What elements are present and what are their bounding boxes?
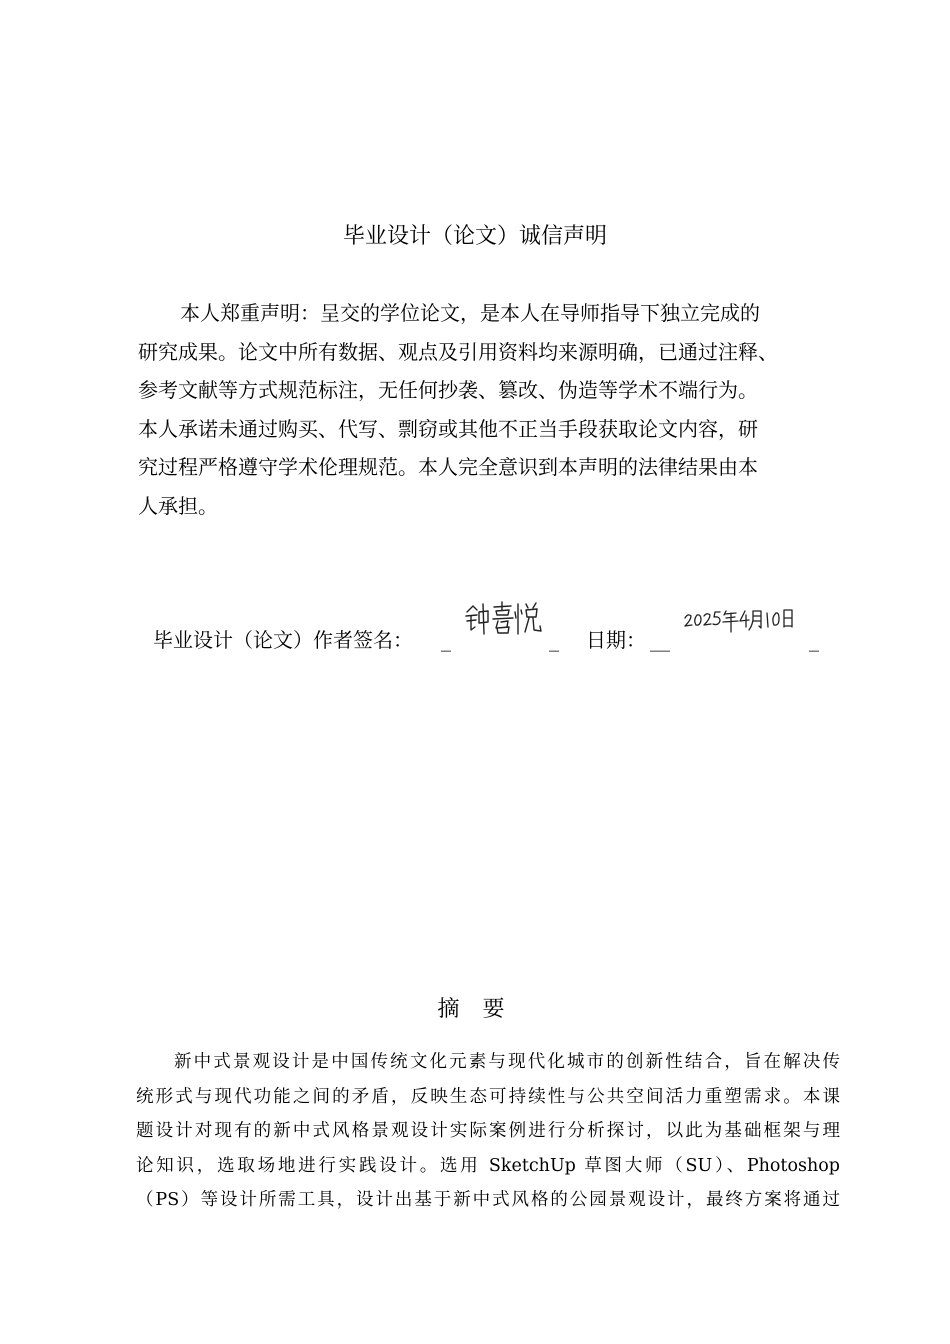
abstract-line: （PS）等设计所需工具，设计出基于新中式风格的公园景观设计，最终方案将通过: [136, 1190, 840, 1210]
declaration-body: [138, 294, 838, 525]
signature-blank-start: _: [441, 628, 451, 652]
author-handwritten-signature: [463, 598, 543, 638]
declaration-line: 参考文献等方式规范标注，无任何抄袭、篡改、伪造等学术不端行为。: [138, 378, 758, 402]
date-blank-end: _: [809, 628, 819, 652]
declaration-line: 究过程严格遵守学术伦理规范。本人完全意识到本声明的法律结果由本: [138, 455, 758, 479]
abstract-line: 题设计对现有的新中式风格景观设计实际案例进行分析探讨，以此为基础框架与理: [136, 1121, 840, 1141]
declaration-line: 人承担。: [138, 493, 218, 518]
author-signature-label: 毕业设计（论文）作者签名：: [153, 628, 413, 652]
abstract-line: 新中式景观设计是中国传统文化元素与现代化城市的创新性结合，旨在解决传: [174, 1052, 840, 1072]
abstract-title: 摘 要: [437, 997, 513, 1022]
signature-blank-end: _: [549, 628, 559, 652]
date-blank-start: __: [650, 628, 670, 652]
abstract-body: [136, 1045, 840, 1218]
declaration-title: 毕业设计（论文）诚信声明: [342, 224, 607, 249]
handwritten-date: [683, 606, 808, 634]
declaration-line: 本人郑重声明：呈交的学位论文，是本人在导师指导下独立完成的: [180, 301, 760, 325]
date-label: 日期：: [586, 628, 646, 652]
abstract-line: 统形式与现代功能之间的矛盾，反映生态可持续性与公共空间活力重塑需求。本课: [136, 1086, 840, 1107]
abstract-line: 论知识，选取场地进行实践设计。选用 SketchUp 草图大师（SU）、Photoshop: [136, 1155, 840, 1176]
signature-row: [153, 622, 843, 662]
declaration-line: 本人承诺未通过购买、代写、剽窃或其他不正当手段获取论文内容，研: [138, 416, 758, 441]
declaration-line: 研究成果。论文中所有数据、观点及引用资料均来源明确，已通过注释、: [138, 339, 778, 364]
